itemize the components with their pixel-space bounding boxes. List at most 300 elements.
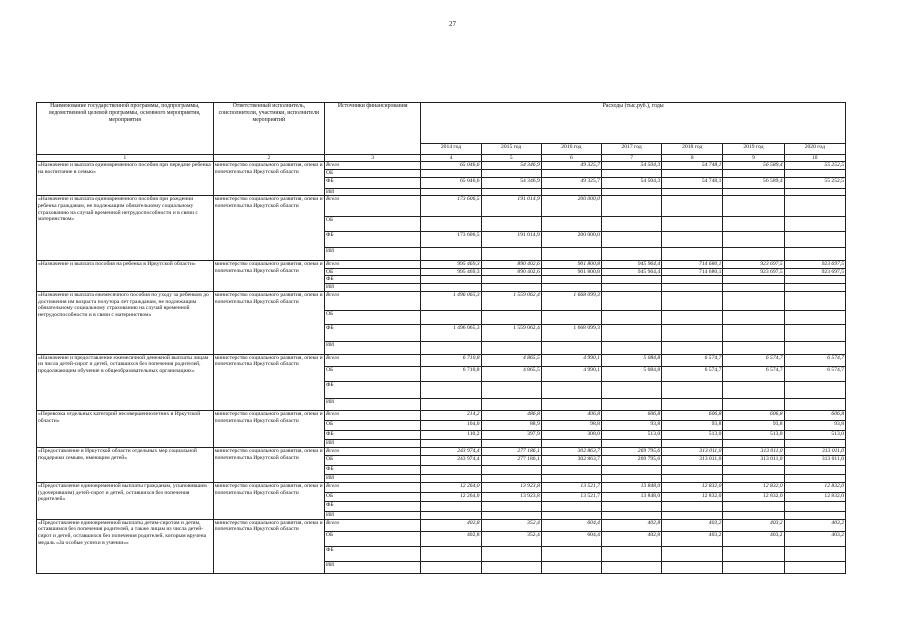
amount-cell: 403,2 bbox=[662, 519, 723, 532]
amount-cell bbox=[784, 547, 845, 562]
table-row bbox=[37, 196, 846, 217]
amount-cell: 13 521,7 bbox=[541, 492, 601, 502]
amount-cell bbox=[662, 341, 723, 354]
amount-cell: 313 011,0 bbox=[662, 448, 723, 456]
amount-cell: 49 325,7 bbox=[541, 162, 601, 170]
amount-cell bbox=[601, 291, 661, 310]
amount-cell: 513,0 bbox=[784, 430, 845, 440]
amount-cell bbox=[662, 475, 723, 483]
amount-cell bbox=[723, 276, 784, 284]
table-row bbox=[37, 261, 846, 269]
funding-source: ФБ bbox=[325, 430, 421, 440]
table-row bbox=[37, 411, 846, 421]
amount-cell bbox=[601, 325, 661, 342]
amount-cell bbox=[541, 475, 601, 483]
amount-cell bbox=[662, 188, 723, 196]
amount-cell bbox=[541, 248, 601, 261]
table-row bbox=[37, 162, 846, 170]
amount-cell bbox=[541, 170, 601, 178]
amount-cell: 901 800,8 bbox=[541, 268, 601, 276]
column-number-row bbox=[37, 155, 846, 162]
amount-cell bbox=[784, 440, 845, 448]
amount-cell: 6 574,7 bbox=[784, 367, 845, 382]
measure-description: «Назначение и выплата ежемесячного пособия по уходу за ребенком до достижения им возраста полутора лет гражданам, не подлежащим обязательному социальному страхованию на случай временной нетрудоспособности и в связи с материнством» bbox=[37, 291, 214, 354]
amount-cell bbox=[601, 440, 661, 448]
amount-cell bbox=[421, 398, 481, 411]
amount-cell: 923 697,5 bbox=[723, 261, 784, 269]
amount-cell: 200 000,0 bbox=[541, 231, 601, 248]
amount-cell bbox=[601, 231, 661, 248]
measure-description: «Предоставление в Иркутской области отдельных мер социальной поддержки семьям, имеющим детей» bbox=[37, 448, 214, 483]
funding-source: ФБ bbox=[325, 276, 421, 284]
amount-cell: 1 559 062,4 bbox=[481, 291, 541, 310]
amount-cell bbox=[662, 398, 723, 411]
amount-cell bbox=[662, 170, 723, 178]
header-executor: Ответственный исполнитель, соисполнители, участники, исполнители мероприятий bbox=[213, 103, 324, 155]
executor-cell: министерство социального развития, опеки и попечительства Иркутской области bbox=[213, 519, 324, 574]
amount-cell: 606,8 bbox=[601, 411, 661, 421]
amount-cell: 397,9 bbox=[481, 430, 541, 440]
executor-cell: министерство социального развития, опеки и попечительства Иркутской области bbox=[213, 261, 324, 292]
amount-cell: 104,0 bbox=[421, 421, 481, 431]
amount-cell bbox=[723, 502, 784, 512]
amount-cell: 1 496 065,3 bbox=[421, 291, 481, 310]
amount-cell: 191 014,9 bbox=[481, 196, 541, 217]
executor-cell: министерство социального развития, опеки и попечительства Иркутской области bbox=[213, 448, 324, 483]
amount-cell bbox=[481, 547, 541, 562]
amount-cell bbox=[723, 216, 784, 231]
amount-cell: 56 589,4 bbox=[723, 177, 784, 188]
header-year: 2016 год bbox=[541, 144, 601, 155]
amount-cell bbox=[601, 188, 661, 196]
amount-cell bbox=[481, 216, 541, 231]
amount-cell: 55 252,5 bbox=[784, 177, 845, 188]
amount-cell: 901 800,8 bbox=[541, 261, 601, 269]
amount-cell bbox=[784, 231, 845, 248]
amount-cell: 191 014,9 bbox=[481, 231, 541, 248]
amount-cell: 513,0 bbox=[601, 430, 661, 440]
amount-cell bbox=[541, 310, 601, 325]
amount-cell: 110,2 bbox=[421, 430, 481, 440]
funding-source: ФБ bbox=[325, 381, 421, 398]
table-row bbox=[37, 519, 846, 532]
amount-cell bbox=[601, 196, 661, 217]
amount-cell bbox=[723, 291, 784, 310]
executor-cell: министерство социального развития, опеки и попечительства Иркутской области bbox=[213, 411, 324, 448]
table-row bbox=[37, 448, 846, 456]
amount-cell: 606,8 bbox=[784, 411, 845, 421]
amount-cell bbox=[723, 561, 784, 574]
funding-source: ФБ bbox=[325, 502, 421, 512]
amount-cell: 12 832,0 bbox=[723, 482, 784, 492]
amount-cell: 269 795,6 bbox=[601, 448, 661, 456]
amount-cell bbox=[662, 547, 723, 562]
column-number: 8 bbox=[662, 155, 723, 162]
funding-source: Всего bbox=[325, 354, 421, 367]
amount-cell: 403,2 bbox=[662, 532, 723, 547]
amount-cell: 313 011,0 bbox=[784, 455, 845, 465]
amount-cell: 13 923,8 bbox=[481, 492, 541, 502]
funding-source: ОБ bbox=[325, 216, 421, 231]
amount-cell: 6 574,7 bbox=[723, 367, 784, 382]
table-row bbox=[37, 354, 846, 367]
amount-cell bbox=[784, 188, 845, 196]
amount-cell: 65 046,6 bbox=[421, 177, 481, 188]
amount-cell bbox=[784, 398, 845, 411]
amount-cell: 243 974,4 bbox=[421, 448, 481, 456]
measure-description: «Предоставление единовременной выплаты гражданам, усыновившим (удочерившим) детей-сирот и детей, оставшихся без попечения родителей» bbox=[37, 482, 214, 519]
amount-cell bbox=[421, 381, 481, 398]
amount-cell: 12 832,0 bbox=[662, 482, 723, 492]
amount-cell: 313 011,0 bbox=[723, 448, 784, 456]
amount-cell: 12 832,0 bbox=[662, 492, 723, 502]
amount-cell bbox=[481, 341, 541, 354]
amount-cell bbox=[662, 284, 723, 292]
amount-cell: 313 011,0 bbox=[662, 455, 723, 465]
amount-cell bbox=[784, 284, 845, 292]
amount-cell bbox=[541, 284, 601, 292]
funding-source: ИИ bbox=[325, 511, 421, 519]
amount-cell bbox=[421, 310, 481, 325]
amount-cell bbox=[662, 381, 723, 398]
amount-cell bbox=[421, 248, 481, 261]
column-number: 5 bbox=[481, 155, 541, 162]
amount-cell: 513,0 bbox=[723, 430, 784, 440]
executor-cell: министерство социального развития, опеки и попечительства Иркутской области bbox=[213, 354, 324, 411]
amount-cell: 403,2 bbox=[723, 519, 784, 532]
amount-cell bbox=[784, 291, 845, 310]
amount-cell: 98,8 bbox=[541, 421, 601, 431]
amount-cell bbox=[601, 284, 661, 292]
amount-cell bbox=[421, 502, 481, 512]
amount-cell bbox=[601, 465, 661, 475]
amount-cell bbox=[784, 465, 845, 475]
column-number: 7 bbox=[601, 155, 661, 162]
funding-source: ИИ bbox=[325, 475, 421, 483]
amount-cell: 604,4 bbox=[541, 532, 601, 547]
amount-cell bbox=[481, 170, 541, 178]
amount-cell bbox=[481, 188, 541, 196]
funding-source: ОБ bbox=[325, 421, 421, 431]
amount-cell bbox=[662, 502, 723, 512]
amount-cell bbox=[784, 341, 845, 354]
amount-cell: 606,8 bbox=[662, 411, 723, 421]
funding-source: ОБ bbox=[325, 367, 421, 382]
amount-cell: 352,4 bbox=[481, 532, 541, 547]
amount-cell bbox=[662, 248, 723, 261]
amount-cell bbox=[784, 310, 845, 325]
amount-cell bbox=[723, 231, 784, 248]
amount-cell bbox=[723, 398, 784, 411]
amount-cell: 313 011,0 bbox=[723, 455, 784, 465]
amount-cell: 54 346,9 bbox=[481, 177, 541, 188]
amount-cell: 13 848,0 bbox=[601, 492, 661, 502]
amount-cell bbox=[723, 511, 784, 519]
amount-cell: 402,8 bbox=[601, 519, 661, 532]
amount-cell: 995 469,3 bbox=[421, 261, 481, 269]
amount-cell: 4 990,1 bbox=[541, 354, 601, 367]
amount-cell bbox=[541, 440, 601, 448]
amount-cell bbox=[421, 341, 481, 354]
executor-cell: министерство социального развития, опеки и попечительства Иркутской области bbox=[213, 162, 324, 196]
amount-cell bbox=[421, 465, 481, 475]
amount-cell: 6 574,7 bbox=[723, 354, 784, 367]
executor-cell: министерство социального развития, опеки и попечительства Иркутской области bbox=[213, 482, 324, 519]
amount-cell bbox=[481, 284, 541, 292]
amount-cell bbox=[421, 511, 481, 519]
executor-cell: министерство социального развития, опеки и попечительства Иркутской области bbox=[213, 196, 324, 261]
amount-cell bbox=[723, 170, 784, 178]
funding-source: ИИ bbox=[325, 248, 421, 261]
amount-cell: 173 606,5 bbox=[421, 196, 481, 217]
amount-cell bbox=[784, 248, 845, 261]
amount-cell: 277 186,1 bbox=[481, 448, 541, 456]
header-year: 2019 год bbox=[723, 144, 784, 155]
amount-cell: 56 589,4 bbox=[723, 162, 784, 170]
amount-cell: 173 606,5 bbox=[421, 231, 481, 248]
amount-cell: 54 748,1 bbox=[662, 162, 723, 170]
amount-cell bbox=[421, 170, 481, 178]
amount-cell: 93,8 bbox=[662, 421, 723, 431]
column-number: 9 bbox=[723, 155, 784, 162]
amount-cell bbox=[784, 502, 845, 512]
amount-cell: 13 923,8 bbox=[481, 482, 541, 492]
amount-cell bbox=[601, 341, 661, 354]
amount-cell: 1 496 065,3 bbox=[421, 325, 481, 342]
amount-cell bbox=[601, 398, 661, 411]
column-number: 4 bbox=[421, 155, 481, 162]
column-number: 6 bbox=[541, 155, 601, 162]
amount-cell: 54 748,1 bbox=[662, 177, 723, 188]
amount-cell: 923 697,5 bbox=[784, 261, 845, 269]
amount-cell bbox=[481, 276, 541, 284]
amount-cell bbox=[662, 440, 723, 448]
amount-cell: 6 710,8 bbox=[421, 367, 481, 382]
amount-cell: 403,2 bbox=[784, 532, 845, 547]
amount-cell bbox=[662, 196, 723, 217]
amount-cell bbox=[723, 465, 784, 475]
amount-cell bbox=[784, 325, 845, 342]
amount-cell bbox=[601, 502, 661, 512]
amount-cell bbox=[541, 511, 601, 519]
amount-cell: 93,8 bbox=[723, 421, 784, 431]
funding-source: Всего bbox=[325, 411, 421, 421]
amount-cell: 302 863,7 bbox=[541, 448, 601, 456]
amount-cell: 13 521,7 bbox=[541, 482, 601, 492]
measure-description: «Предоставление единовременной выплаты детям-сиротам и детям, оставшимся без попечения родителей, а также лицам из числа детей-сирот и детей, оставшихся без попечения родителей, которым вручена медаль «За особые успехи в учении»» bbox=[37, 519, 214, 574]
amount-cell: 352,4 bbox=[481, 519, 541, 532]
amount-cell bbox=[481, 398, 541, 411]
funding-source: Всего bbox=[325, 482, 421, 492]
amount-cell: 890 402,6 bbox=[481, 261, 541, 269]
amount-cell: 93,8 bbox=[784, 421, 845, 431]
amount-cell: 995 469,3 bbox=[421, 268, 481, 276]
amount-cell bbox=[601, 276, 661, 284]
amount-cell bbox=[481, 465, 541, 475]
amount-cell: 12 264,0 bbox=[421, 492, 481, 502]
amount-cell: 308,0 bbox=[541, 430, 601, 440]
amount-cell bbox=[784, 511, 845, 519]
funding-source: ИИ bbox=[325, 188, 421, 196]
amount-cell bbox=[481, 561, 541, 574]
amount-cell: 6 574,7 bbox=[662, 354, 723, 367]
amount-cell bbox=[601, 475, 661, 483]
amount-cell bbox=[723, 341, 784, 354]
amount-cell bbox=[481, 440, 541, 448]
header-year: 2020 год bbox=[784, 144, 845, 155]
amount-cell bbox=[662, 276, 723, 284]
amount-cell: 714 680,1 bbox=[662, 261, 723, 269]
funding-source: ИИ bbox=[325, 284, 421, 292]
amount-cell: 88,9 bbox=[481, 421, 541, 431]
amount-cell: 406,8 bbox=[541, 411, 601, 421]
amount-cell bbox=[723, 310, 784, 325]
amount-cell bbox=[601, 511, 661, 519]
header-source: Источники финансирования bbox=[325, 103, 421, 155]
column-number: 3 bbox=[325, 155, 421, 162]
amount-cell: 12 832,0 bbox=[784, 482, 845, 492]
funding-source: ОБ bbox=[325, 310, 421, 325]
amount-cell: 402,8 bbox=[601, 532, 661, 547]
amount-cell bbox=[421, 561, 481, 574]
amount-cell bbox=[541, 465, 601, 475]
header-expenses: Расходы (тыс.руб.), годы bbox=[421, 103, 846, 144]
amount-cell: 214,2 bbox=[421, 411, 481, 421]
amount-cell: 6 574,7 bbox=[784, 354, 845, 367]
amount-cell: 945 964,4 bbox=[601, 261, 661, 269]
amount-cell bbox=[723, 188, 784, 196]
amount-cell bbox=[421, 188, 481, 196]
funding-source: ИИ bbox=[325, 561, 421, 574]
amount-cell: 890 402,6 bbox=[481, 268, 541, 276]
amount-cell bbox=[541, 381, 601, 398]
page-number: 27 bbox=[449, 20, 456, 28]
amount-cell: 1 668 099,3 bbox=[541, 291, 601, 310]
funding-source: Всего bbox=[325, 291, 421, 310]
funding-source: ОБ bbox=[325, 268, 421, 276]
amount-cell bbox=[784, 475, 845, 483]
amount-cell: 6 710,8 bbox=[421, 354, 481, 367]
amount-cell bbox=[723, 440, 784, 448]
amount-cell bbox=[421, 440, 481, 448]
amount-cell bbox=[601, 170, 661, 178]
amount-cell bbox=[784, 216, 845, 231]
funding-source: ИИ bbox=[325, 440, 421, 448]
amount-cell: 923 697,5 bbox=[723, 268, 784, 276]
funding-source: ИИ bbox=[325, 341, 421, 354]
amount-cell: 402,8 bbox=[421, 519, 481, 532]
funding-source: Всего bbox=[325, 448, 421, 456]
funding-source: Всего bbox=[325, 519, 421, 532]
amount-cell bbox=[481, 381, 541, 398]
funding-source: ИИ bbox=[325, 398, 421, 411]
funding-source: ОБ bbox=[325, 532, 421, 547]
amount-cell: 4 990,1 bbox=[541, 367, 601, 382]
funding-source: Всего bbox=[325, 261, 421, 269]
budget-table bbox=[36, 102, 846, 574]
amount-cell bbox=[481, 502, 541, 512]
amount-cell: 486,8 bbox=[481, 411, 541, 421]
funding-source: ОБ bbox=[325, 455, 421, 465]
amount-cell: 1 559 062,4 bbox=[481, 325, 541, 342]
amount-cell bbox=[481, 511, 541, 519]
funding-source: ОБ bbox=[325, 170, 421, 178]
amount-cell: 945 964,4 bbox=[601, 268, 661, 276]
amount-cell: 277 186,1 bbox=[481, 455, 541, 465]
amount-cell: 55 252,5 bbox=[784, 162, 845, 170]
amount-cell bbox=[784, 561, 845, 574]
amount-cell bbox=[601, 561, 661, 574]
amount-cell bbox=[723, 196, 784, 217]
header-name: Наименование государственной программы, подпрограммы, ведомственной целевой программы, основного мероприятия, мероприятия bbox=[37, 103, 214, 155]
header-year: 2018 год bbox=[662, 144, 723, 155]
amount-cell bbox=[662, 511, 723, 519]
amount-cell: 200 000,0 bbox=[541, 196, 601, 217]
amount-cell: 714 680,1 bbox=[662, 268, 723, 276]
table-row bbox=[37, 482, 846, 492]
amount-cell: 606,8 bbox=[723, 411, 784, 421]
amount-cell: 54 504,3 bbox=[601, 162, 661, 170]
funding-source: ФБ bbox=[325, 177, 421, 188]
amount-cell bbox=[723, 381, 784, 398]
funding-source: Всего bbox=[325, 196, 421, 217]
table-row bbox=[37, 291, 846, 310]
amount-cell: 54 346,9 bbox=[481, 162, 541, 170]
amount-cell bbox=[662, 231, 723, 248]
amount-cell: 604,4 bbox=[541, 519, 601, 532]
amount-cell: 93,8 bbox=[601, 421, 661, 431]
header-year: 2017 год bbox=[601, 144, 661, 155]
amount-cell: 54 504,3 bbox=[601, 177, 661, 188]
amount-cell bbox=[541, 188, 601, 196]
amount-cell bbox=[723, 248, 784, 261]
measure-description: «Назначение и выплата единовременного пособия при передаче ребенка на воспитание в семью» bbox=[37, 162, 214, 196]
amount-cell bbox=[723, 475, 784, 483]
amount-cell: 1 668 099,3 bbox=[541, 325, 601, 342]
amount-cell: 313 011,0 bbox=[784, 448, 845, 456]
amount-cell bbox=[481, 248, 541, 261]
amount-cell: 403,2 bbox=[723, 532, 784, 547]
amount-cell bbox=[421, 276, 481, 284]
amount-cell bbox=[784, 276, 845, 284]
amount-cell bbox=[662, 291, 723, 310]
amount-cell bbox=[421, 284, 481, 292]
column-number: 1 bbox=[37, 155, 214, 162]
header-year: 2015 год bbox=[481, 144, 541, 155]
table-body bbox=[37, 162, 846, 574]
amount-cell bbox=[662, 216, 723, 231]
executor-cell: министерство социального развития, опеки и попечительства Иркутской области bbox=[213, 291, 324, 354]
amount-cell bbox=[601, 216, 661, 231]
amount-cell bbox=[541, 561, 601, 574]
amount-cell bbox=[421, 547, 481, 562]
amount-cell bbox=[662, 310, 723, 325]
amount-cell bbox=[662, 465, 723, 475]
amount-cell: 513,0 bbox=[662, 430, 723, 440]
funding-source: ОБ bbox=[325, 492, 421, 502]
amount-cell bbox=[601, 248, 661, 261]
column-number: 10 bbox=[784, 155, 845, 162]
measure-description: «Назначение и выплата единовременного пособия при рождении ребенка гражданам, не подлежащим обязательному социальному страхованию на случай временной нетрудоспособности и в связи с материнством» bbox=[37, 196, 214, 261]
amount-cell bbox=[541, 216, 601, 231]
amount-cell bbox=[723, 325, 784, 342]
amount-cell: 269 795,6 bbox=[601, 455, 661, 465]
funding-source: ФБ bbox=[325, 547, 421, 562]
amount-cell bbox=[601, 310, 661, 325]
measure-description: «Перевозка отдельных категорий несовершеннолетних в Иркутской области» bbox=[37, 411, 214, 448]
amount-cell bbox=[421, 475, 481, 483]
amount-cell: 6 574,7 bbox=[662, 367, 723, 382]
